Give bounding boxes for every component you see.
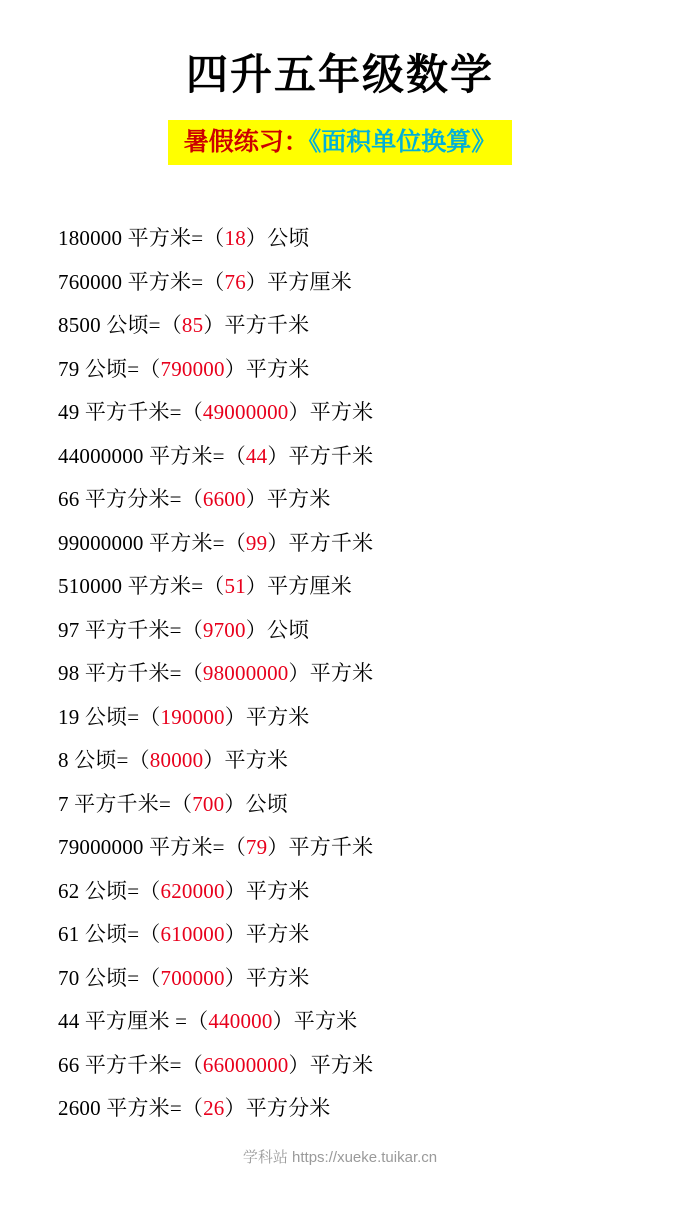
footer-watermark: 学科站 https://xueke.tuikar.cn [242, 1149, 438, 1166]
problem-expression: 180000 平方米=（ [58, 226, 225, 251]
problem-expression: 760000 平方米=（ [58, 269, 225, 294]
problem-unit: ）平方米 [224, 922, 310, 947]
problem-answer: 66000000 [202, 1052, 289, 1077]
problem-unit: ）公顷 [245, 226, 310, 251]
problem-answer: 79 [245, 835, 268, 860]
problem-row [0, 217, 680, 261]
problem-row [0, 739, 680, 783]
problem-unit: ）平方千米 [267, 530, 374, 555]
problem-row [0, 478, 680, 522]
subtitle-label: 暑假练习： [183, 127, 309, 157]
problem-answer: 790000 [160, 356, 225, 381]
problem-expression: 66 平方千米=（ [58, 1052, 203, 1077]
problem-answer: 9700 [202, 617, 246, 642]
problem-expression: 2600 平方米=（ [58, 1096, 204, 1121]
problem-answer: 700 [192, 791, 225, 816]
problem-row [0, 609, 680, 653]
problem-expression: 79 公顷=（ [58, 356, 161, 381]
problem-answer: 26 [203, 1096, 225, 1121]
problem-unit: ）公顷 [224, 791, 288, 816]
problem-row [0, 304, 680, 348]
problem-row [0, 826, 680, 870]
problem-answer: 49000000 [202, 400, 289, 425]
problem-answer: 98000000 [202, 661, 289, 686]
problem-answer: 620000 [160, 878, 225, 903]
problem-unit: ）平方厘米 [245, 574, 352, 599]
problem-answer: 440000 [208, 1009, 273, 1034]
problem-answer: 6600 [202, 487, 246, 512]
problem-expression: 44000000 平方米=（ [58, 443, 246, 468]
problem-answer: 18 [224, 226, 246, 251]
problem-row [0, 348, 680, 392]
problem-expression: 99000000 平方米=（ [58, 530, 246, 555]
problem-unit: ）平方米 [224, 878, 310, 903]
problem-answer: 51 [224, 574, 246, 599]
problem-row [0, 957, 680, 1001]
problem-row [0, 870, 680, 914]
problem-row [0, 565, 680, 609]
problem-unit: ）平方厘米 [245, 269, 352, 294]
problem-row [0, 1000, 680, 1044]
problem-row [0, 1044, 680, 1088]
problem-unit: ）平方米 [224, 356, 310, 381]
problem-expression: 98 平方千米=（ [58, 661, 203, 686]
problem-row [0, 391, 680, 435]
problem-answer: 190000 [160, 704, 225, 729]
problem-row [0, 261, 680, 305]
problem-unit: ）平方米 [272, 1009, 358, 1034]
problem-unit: ）平方千米 [267, 443, 374, 468]
subtitle-container [0, 120, 680, 165]
problem-unit: ）平方米 [288, 1052, 374, 1077]
problem-expression: 62 公顷=（ [58, 878, 161, 903]
problem-unit: ）平方米 [224, 965, 310, 990]
problem-expression: 61 公顷=（ [58, 922, 161, 947]
problem-expression: 66 平方分米=（ [58, 487, 203, 512]
problem-answer: 700000 [160, 965, 225, 990]
problem-expression: 44 平方厘米 =（ [58, 1009, 209, 1034]
problem-answer: 610000 [160, 922, 225, 947]
problem-unit: ）平方千米 [203, 313, 310, 338]
problem-unit: ）平方米 [245, 487, 331, 512]
problem-unit: ）平方米 [203, 748, 289, 773]
problem-unit: ）平方米 [288, 661, 374, 686]
problem-answer: 85 [181, 313, 204, 338]
problem-unit: ）平方米 [224, 704, 310, 729]
problem-row [0, 913, 680, 957]
problem-unit: ）平方米 [288, 400, 374, 425]
problem-answer: 80000 [149, 748, 204, 773]
problem-row [0, 652, 680, 696]
problem-expression: 79000000 平方米=（ [58, 835, 246, 860]
problem-unit: ）公顷 [245, 617, 310, 642]
subtitle-banner [168, 120, 513, 165]
page-title: 四升五年级数学 [185, 50, 494, 99]
problem-list [0, 217, 680, 1131]
problem-answer: 76 [224, 269, 246, 294]
problem-expression: 19 公顷=（ [58, 704, 161, 729]
problem-expression: 49 平方千米=（ [58, 400, 203, 425]
problem-row [0, 783, 680, 827]
problem-expression: 8500 公顷=（ [58, 313, 182, 338]
problem-row [0, 1087, 680, 1131]
problem-row [0, 435, 680, 479]
problem-answer: 99 [245, 530, 268, 555]
problem-unit: ）平方千米 [267, 835, 374, 860]
problem-expression: 97 平方千米=（ [58, 617, 203, 642]
problem-row [0, 522, 680, 566]
problem-row [0, 696, 680, 740]
problem-expression: 70 公顷=（ [58, 965, 161, 990]
problem-answer: 44 [245, 443, 268, 468]
problem-expression: 510000 平方米=（ [58, 574, 225, 599]
problem-expression: 7 平方千米=（ [58, 791, 193, 816]
problem-expression: 8 公顷=（ [58, 748, 150, 773]
problem-unit: ）平方分米 [224, 1096, 331, 1121]
subtitle-topic: 《面积单位换算》 [308, 127, 497, 157]
